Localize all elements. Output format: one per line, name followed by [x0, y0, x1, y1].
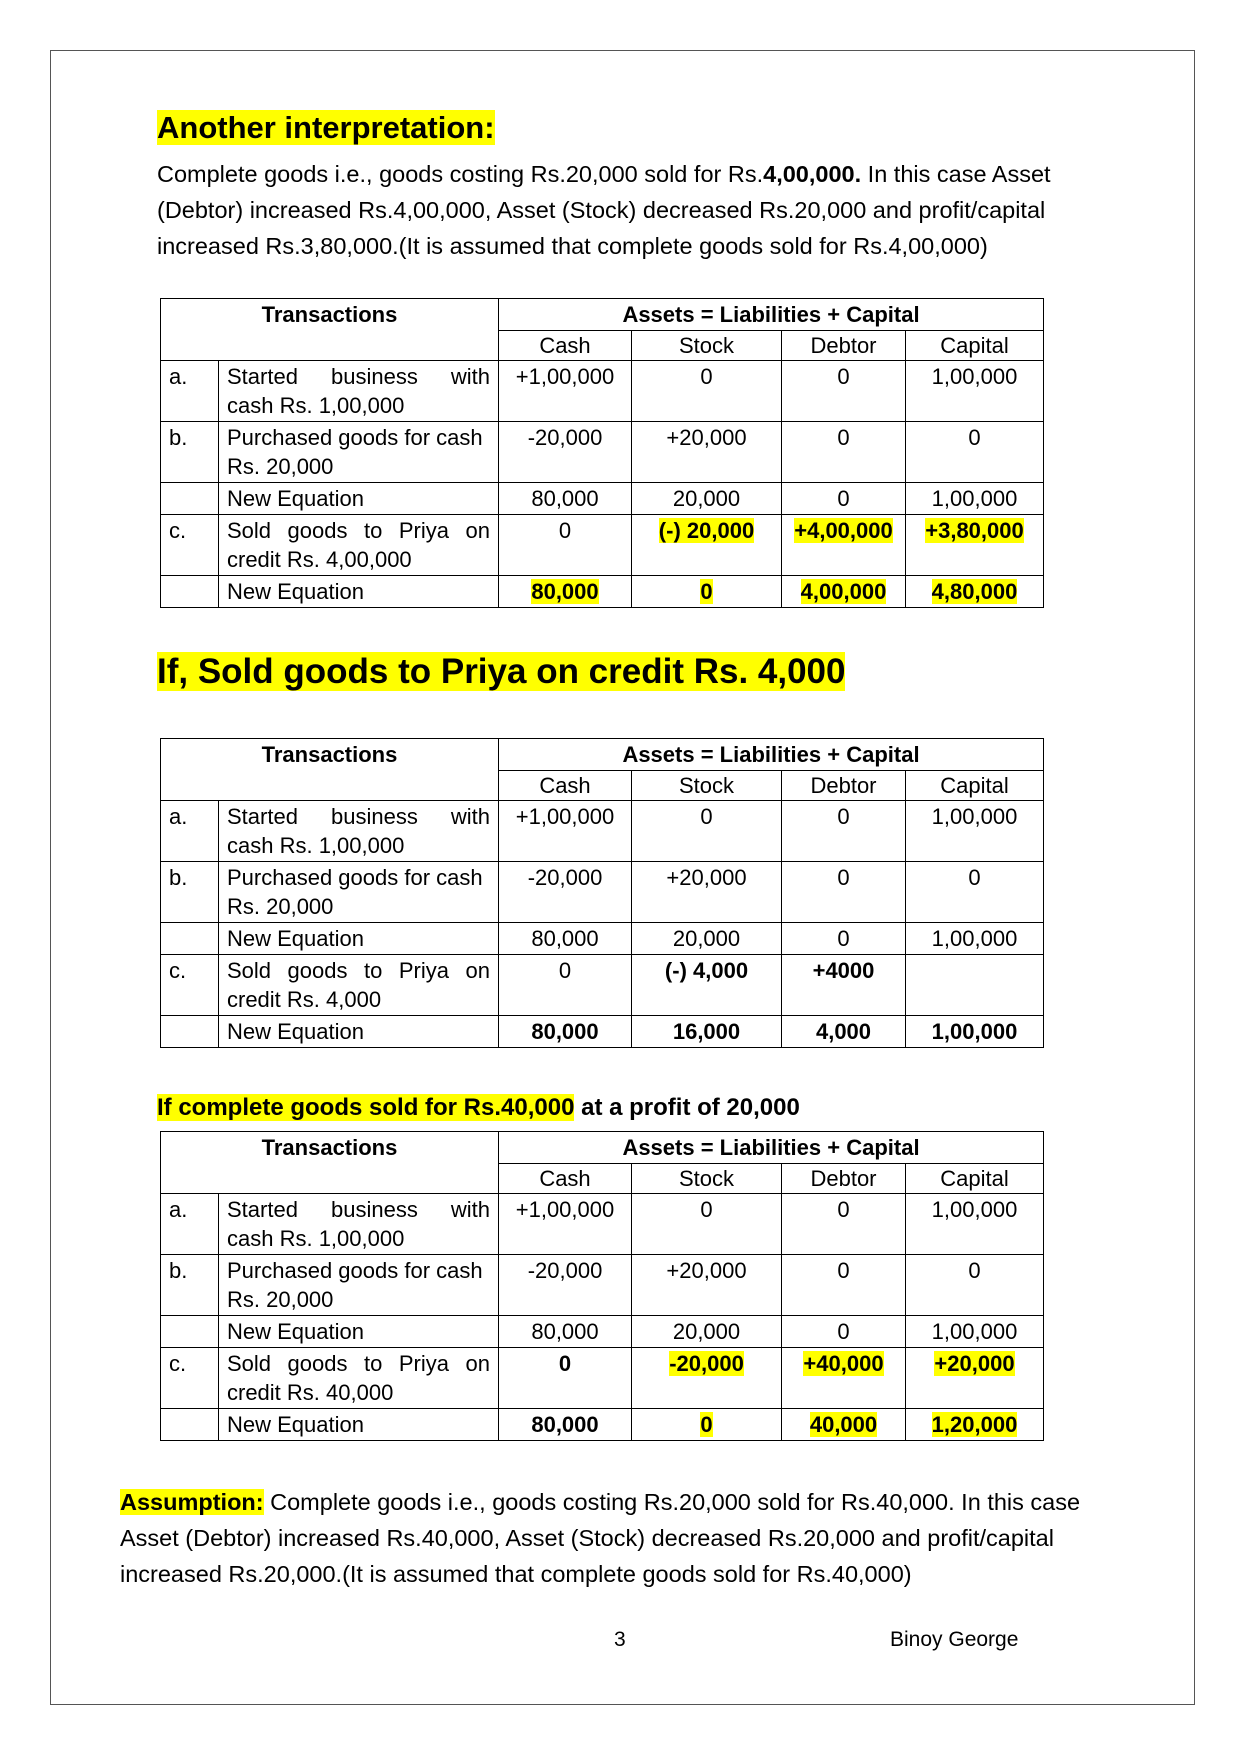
header-equation: Assets = Liabilities + Capital [499, 1132, 1044, 1164]
cell-capital: 0 [906, 862, 1044, 923]
cell-cash: 80,000 [499, 1316, 632, 1348]
table-row [161, 515, 1044, 576]
header-capital: Capital [906, 1164, 1044, 1194]
header-equation: Assets = Liabilities + Capital [499, 739, 1044, 771]
row-description: Started business with cash Rs. 1,00,000 [219, 361, 499, 422]
transactions-table-3 [160, 1131, 1044, 1441]
cell-cash: -20,000 [499, 1255, 632, 1316]
cell-stock: +20,000 [632, 1255, 782, 1316]
cell-cash: 80,000 [499, 1016, 632, 1048]
cell-stock: 20,000 [632, 1316, 782, 1348]
row-description: Purchased goods for cash Rs. 20,000 [219, 1255, 499, 1316]
header-transactions: Transactions [161, 1132, 499, 1194]
table-row [161, 1316, 1044, 1348]
cell-capital: 1,00,000 [906, 1194, 1044, 1255]
cell-debtor: 0 [782, 422, 906, 483]
cell-cash: +1,00,000 [499, 801, 632, 862]
row-description: New Equation [219, 1316, 499, 1348]
row-label [161, 576, 219, 608]
cell-debtor: 0 [782, 801, 906, 862]
paragraph-line: Complete goods i.e., goods costing Rs.20,000 sold for Rs.4,00,000. In this case Asset [157, 161, 1051, 187]
cell-stock: 0 [632, 1409, 782, 1441]
assumption-paragraph [120, 1484, 1120, 1592]
paragraph-another-interpretation [157, 156, 1097, 264]
cell-capital: 1,00,000 [906, 361, 1044, 422]
table-row [161, 955, 1044, 1016]
cell-capital: 1,00,000 [906, 923, 1044, 955]
cell-debtor: 0 [782, 1255, 906, 1316]
section-heading-credit-4000: If, Sold goods to Priya on credit Rs. 4,000 [157, 652, 846, 691]
row-label: b. [161, 422, 219, 483]
cell-capital [906, 955, 1044, 1016]
cell-capital: +20,000 [906, 1348, 1044, 1409]
row-label [161, 923, 219, 955]
table-row [161, 1255, 1044, 1316]
header-stock: Stock [632, 331, 782, 361]
row-label [161, 1316, 219, 1348]
table-row [161, 1409, 1044, 1441]
paragraph-line: Asset (Debtor) increased Rs.40,000, Asset (Stock) decreased Rs.20,000 and profit/capital [120, 1525, 1054, 1551]
cell-capital: +3,80,000 [906, 515, 1044, 576]
header-stock: Stock [632, 771, 782, 801]
paragraph-line: Assumption: Complete goods i.e., goods costing Rs.20,000 sold for Rs.40,000. In this case [120, 1489, 1081, 1515]
cell-cash: 0 [499, 515, 632, 576]
cell-cash: 0 [499, 955, 632, 1016]
row-label [161, 483, 219, 515]
cell-cash: -20,000 [499, 862, 632, 923]
cell-debtor: 0 [782, 862, 906, 923]
cell-debtor: 0 [782, 361, 906, 422]
row-label [161, 1016, 219, 1048]
table-row [161, 801, 1044, 862]
cell-cash: 80,000 [499, 483, 632, 515]
cell-debtor: 0 [782, 1194, 906, 1255]
paragraph-line: increased Rs.20,000.(It is assumed that complete goods sold for Rs.40,000) [120, 1561, 912, 1587]
paragraph-line: increased Rs.3,80,000.(It is assumed that complete goods sold for Rs.4,00,000) [157, 233, 988, 259]
row-label: c. [161, 955, 219, 1016]
cell-capital: 1,00,000 [906, 1316, 1044, 1348]
section-heading-complete-goods: If complete goods sold for Rs.40,000 at a profit of 20,000 [157, 1094, 800, 1121]
table-row [161, 483, 1044, 515]
table-row [161, 1194, 1044, 1255]
cell-debtor: 0 [782, 923, 906, 955]
header-cash: Cash [499, 1164, 632, 1194]
cell-cash: -20,000 [499, 422, 632, 483]
row-description: Sold goods to Priya on credit Rs. 4,00,000 [219, 515, 499, 576]
row-label: a. [161, 361, 219, 422]
row-description: Started business with cash Rs. 1,00,000 [219, 801, 499, 862]
cell-cash: +1,00,000 [499, 361, 632, 422]
cell-debtor: +40,000 [782, 1348, 906, 1409]
cell-capital: 1,00,000 [906, 801, 1044, 862]
header-cash: Cash [499, 771, 632, 801]
cell-stock: -20,000 [632, 1348, 782, 1409]
row-description: Purchased goods for cash Rs. 20,000 [219, 422, 499, 483]
cell-cash: 80,000 [499, 923, 632, 955]
cell-cash: +1,00,000 [499, 1194, 632, 1255]
cell-stock: 0 [632, 801, 782, 862]
row-description: Purchased goods for cash Rs. 20,000 [219, 862, 499, 923]
cell-capital: 0 [906, 1255, 1044, 1316]
assumption-label: Assumption: [120, 1489, 264, 1515]
cell-capital: 1,00,000 [906, 1016, 1044, 1048]
table-row [161, 576, 1044, 608]
table-row [161, 422, 1044, 483]
table-row [161, 1016, 1044, 1048]
cell-stock: 20,000 [632, 483, 782, 515]
cell-cash: 80,000 [499, 576, 632, 608]
header-capital: Capital [906, 331, 1044, 361]
footer-author: Binoy George [890, 1628, 1019, 1651]
row-label: c. [161, 515, 219, 576]
cell-stock: 0 [632, 576, 782, 608]
header-transactions: Transactions [161, 739, 499, 801]
cell-debtor: +4000 [782, 955, 906, 1016]
cell-debtor: 40,000 [782, 1409, 906, 1441]
header-capital: Capital [906, 771, 1044, 801]
cell-debtor: 4,00,000 [782, 576, 906, 608]
header-stock: Stock [632, 1164, 782, 1194]
cell-stock: (-) 4,000 [632, 955, 782, 1016]
cell-stock: 0 [632, 361, 782, 422]
row-label [161, 1409, 219, 1441]
section-heading-another-interpretation: Another interpretation: [157, 110, 495, 145]
header-cash: Cash [499, 331, 632, 361]
cell-stock: +20,000 [632, 862, 782, 923]
cell-capital: 4,80,000 [906, 576, 1044, 608]
header-debtor: Debtor [782, 1164, 906, 1194]
cell-cash: 80,000 [499, 1409, 632, 1441]
header-debtor: Debtor [782, 771, 906, 801]
table-row [161, 361, 1044, 422]
cell-capital: 0 [906, 422, 1044, 483]
row-label: b. [161, 862, 219, 923]
row-description: New Equation [219, 1409, 499, 1441]
row-description: Sold goods to Priya on credit Rs. 4,000 [219, 955, 499, 1016]
cell-cash: 0 [499, 1348, 632, 1409]
row-description: New Equation [219, 1016, 499, 1048]
header-debtor: Debtor [782, 331, 906, 361]
cell-debtor: 4,000 [782, 1016, 906, 1048]
cell-stock: 0 [632, 1194, 782, 1255]
cell-stock: +20,000 [632, 422, 782, 483]
row-description: New Equation [219, 923, 499, 955]
row-description: Started business with cash Rs. 1,00,000 [219, 1194, 499, 1255]
table-row [161, 923, 1044, 955]
cell-debtor: +4,00,000 [782, 515, 906, 576]
row-label: a. [161, 801, 219, 862]
cell-stock: 16,000 [632, 1016, 782, 1048]
row-label: a. [161, 1194, 219, 1255]
page-number: 3 [614, 1628, 626, 1651]
header-transactions: Transactions [161, 299, 499, 361]
table-row [161, 862, 1044, 923]
cell-debtor: 0 [782, 483, 906, 515]
transactions-table-1 [160, 298, 1044, 608]
cell-capital: 1,20,000 [906, 1409, 1044, 1441]
row-description: Sold goods to Priya on credit Rs. 40,000 [219, 1348, 499, 1409]
cell-stock: (-) 20,000 [632, 515, 782, 576]
cell-debtor: 0 [782, 1316, 906, 1348]
row-label: b. [161, 1255, 219, 1316]
cell-stock: 20,000 [632, 923, 782, 955]
row-label: c. [161, 1348, 219, 1409]
row-description: New Equation [219, 483, 499, 515]
transactions-table-2 [160, 738, 1044, 1048]
paragraph-line: (Debtor) increased Rs.4,00,000, Asset (Stock) decreased Rs.20,000 and profit/capital [157, 197, 1046, 223]
table-row [161, 1348, 1044, 1409]
row-description: New Equation [219, 576, 499, 608]
header-equation: Assets = Liabilities + Capital [499, 299, 1044, 331]
cell-capital: 1,00,000 [906, 483, 1044, 515]
